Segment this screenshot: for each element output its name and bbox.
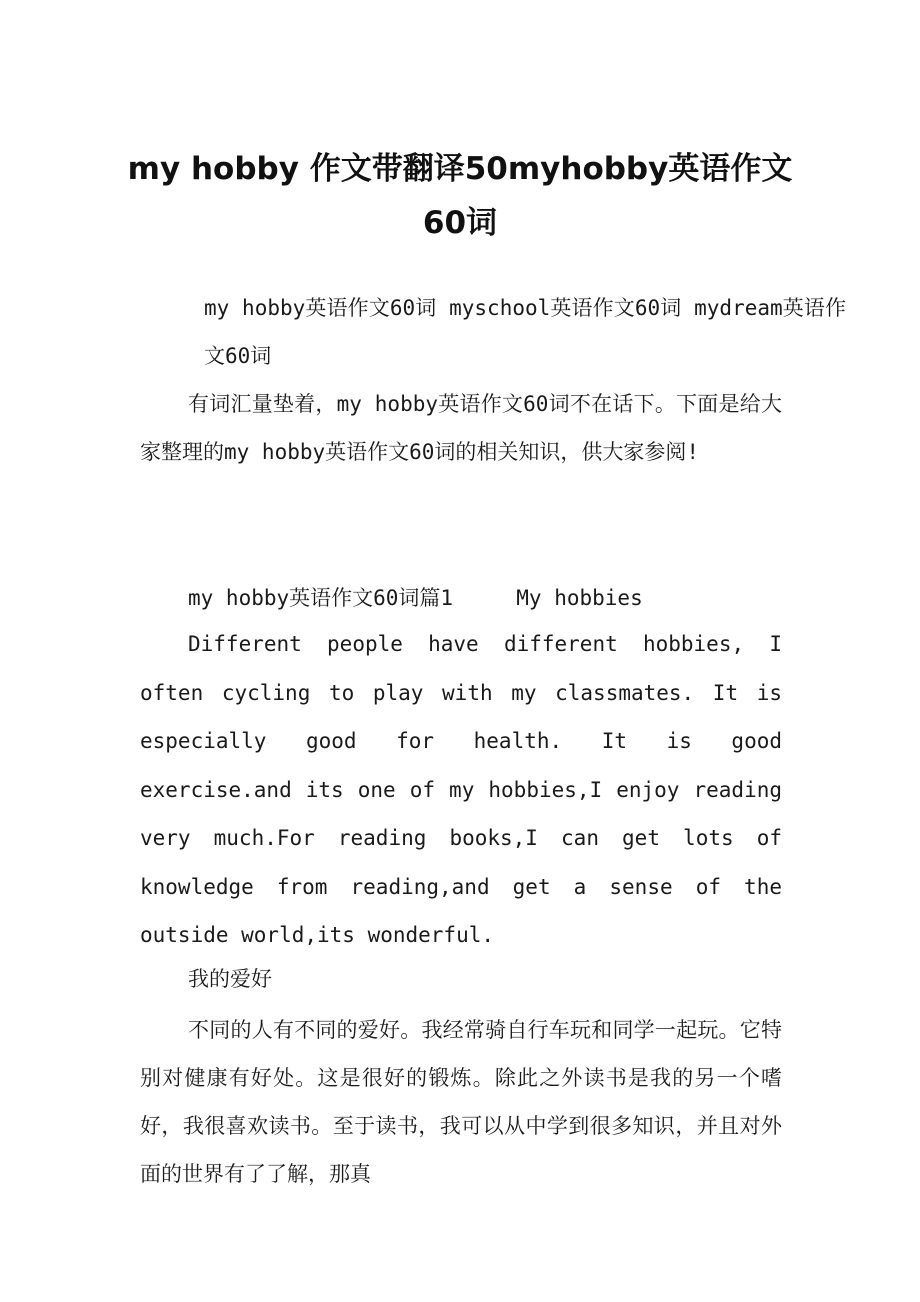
intro-line: my hobby英语作文60词 myschool英语作文60词 mydream英语作文60词	[204, 296, 846, 368]
chinese-paragraph: 不同的人有不同的爱好。我经常骑自行车玩和同学一起玩。它特别对健康有好处。这是很好的锻炼。除此之外读书是我的另一个嗜好，我很喜欢读书。至于读书，我可以从中学到很多知识，并且对外面的世界有了了解，那真	[140, 1018, 782, 1186]
intro-paragraph: 有词汇量垫着，my hobby英语作文60词不在话下。下面是给大家整理的my hobby英语作文60词的相关知识，供大家参阅!	[140, 392, 782, 464]
document-title: my hobby 作文带翻译50myhobby英语作文60词	[127, 151, 793, 241]
english-paragraph: Different people have different hobbies, I often cycling to play with my classmates. It is especially good for health. It is good exercise.and its one of my hobbies,I enjoy reading very much.For reading books,I can get lots of knowledge from reading,and get a sense of the outside world,its wonderful.	[140, 632, 782, 947]
section-heading: my hobby英语作文60词篇1 My hobbies	[188, 586, 643, 610]
chinese-title: 我的爱好	[188, 967, 272, 991]
